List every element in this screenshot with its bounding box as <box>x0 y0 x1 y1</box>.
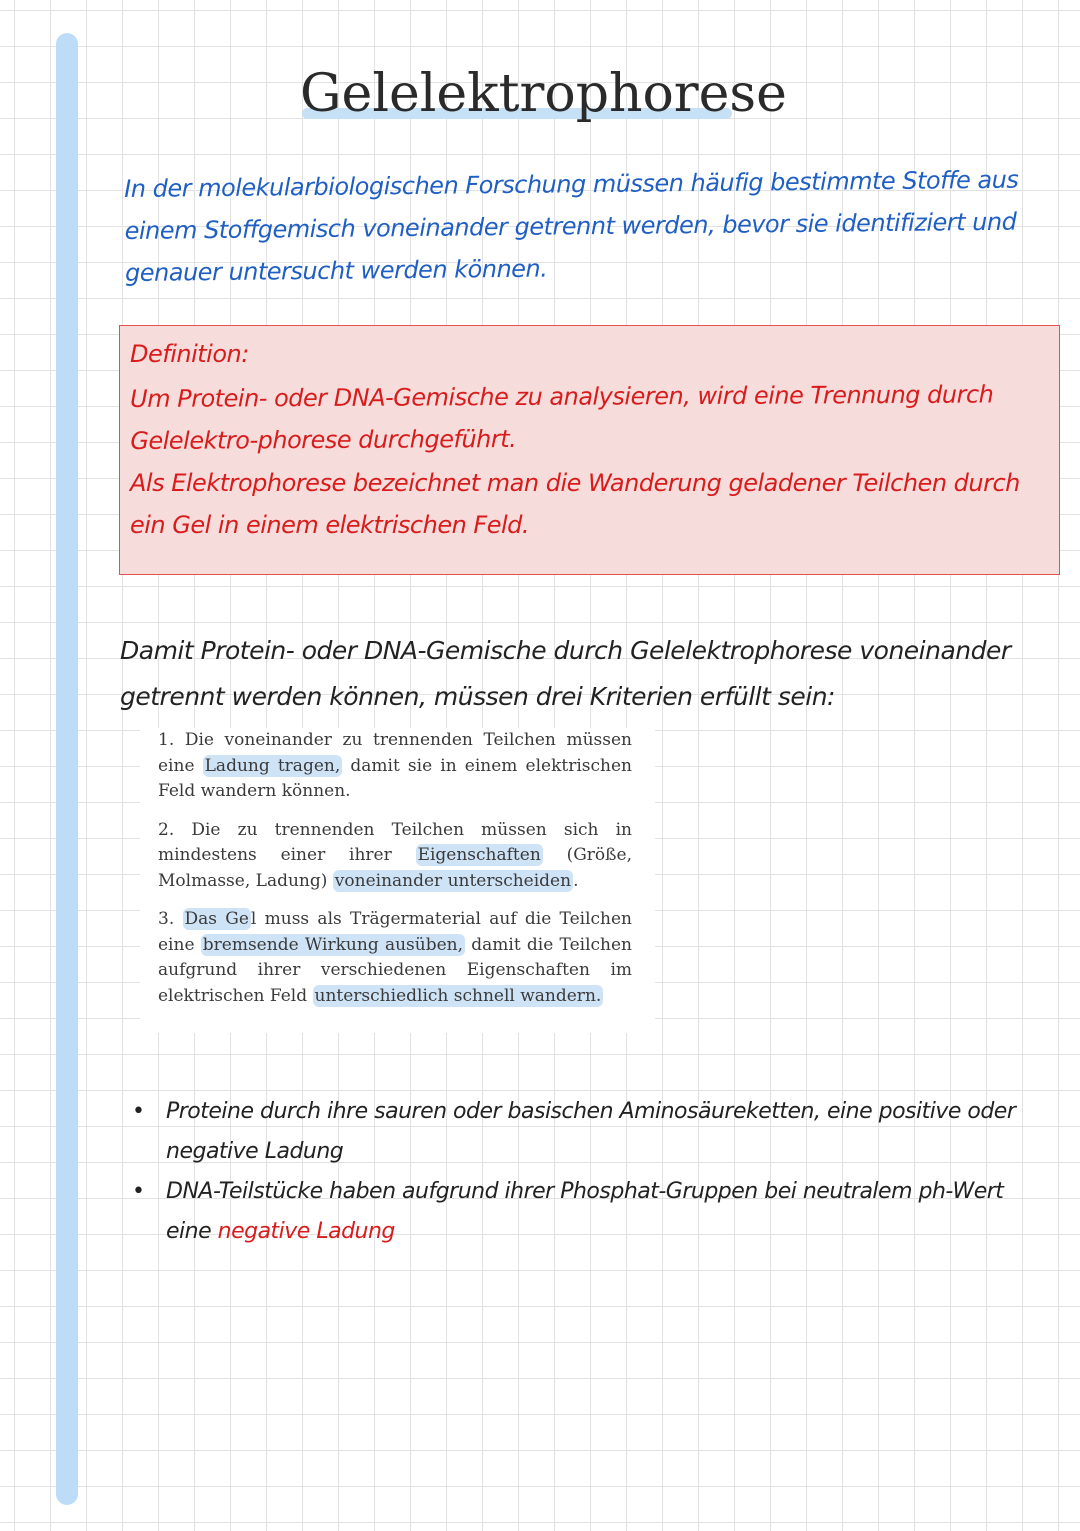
criterion-2 <box>158 818 632 895</box>
criteria-intro: Damit Protein- oder DNA-Gemische durch Gelelektrophorese voneinander getrennt werden können, müssen drei Kriterien erfüllt sein: <box>120 636 1011 711</box>
definition-text-2: Als Elektrophorese bezeichnet man die Wanderung geladener Teilchen durch ein Gel in einem elektrischen Feld. <box>130 469 1020 539</box>
bullet-item <box>128 1092 1048 1172</box>
highlight: Das Ge <box>184 909 249 929</box>
criterion-text: 3. <box>158 909 183 929</box>
definition-text-1: Um Protein- oder DNA-Gemische zu analysieren, wird eine Trennung durch Gelelektro-phorese durchgeführt. <box>130 380 994 455</box>
highlight: bremsende Wirkung ausüben, <box>202 934 464 955</box>
bullet-list <box>128 1092 1048 1252</box>
criterion-text: l muss als Trägermaterial auf die Teilchen eine <box>158 909 632 955</box>
bullet-text: Proteine durch ihre sauren oder basischen Aminosäureketten, eine positive oder negative Ladung <box>166 1099 1016 1164</box>
highlight: voneinander unterscheiden <box>334 870 572 891</box>
bullet-highlight: negative Ladung <box>217 1219 395 1244</box>
intro-paragraph: In der molekularbiologischen Forschung müssen häufig bestimmte Stoffe aus einem Stoffgemisch voneinander getrennt werden, bevor sie identifiziert und genauer untersucht werden können. <box>124 165 1019 287</box>
margin-bar <box>56 33 78 1505</box>
criterion-3 <box>158 907 632 1009</box>
highlight: Ladung tragen, <box>204 755 341 776</box>
criterion-text: . <box>573 870 579 891</box>
criterion-text: 2. Die zu trennenden Teilchen müssen sich in mindestens einer ihrer <box>158 819 632 865</box>
criterion-text: damit die Teilchen aufgrund ihrer verschiedenen Eigenschaften im elektrischen Feld <box>158 934 632 1006</box>
bullet-dot-icon: • <box>132 1179 145 1204</box>
textbook-excerpt <box>140 728 655 1033</box>
highlight: Eigenschaften <box>417 845 541 865</box>
criterion-1 <box>158 728 632 805</box>
page-title: Gelelektrophorese <box>300 64 787 124</box>
bullet-item <box>128 1172 1048 1252</box>
criterion-text: damit sie in einem elektrischen Feld wandern können. <box>158 755 632 801</box>
criterion-text: (Größe, Molmasse, Ladung) <box>158 845 632 891</box>
highlight: unterschiedlich schnell wandern. <box>314 985 602 1006</box>
bullet-dot-icon: • <box>132 1099 145 1124</box>
definition-heading: Definition: <box>130 340 249 368</box>
criterion-text: 1. Die voneinander zu trennenden Teilchen müssen eine <box>158 730 632 776</box>
bullet-text: DNA-Teilstücke haben aufgrund ihrer Phosphat-Gruppen bei neutralem ph-Wert eine <box>166 1179 1004 1244</box>
